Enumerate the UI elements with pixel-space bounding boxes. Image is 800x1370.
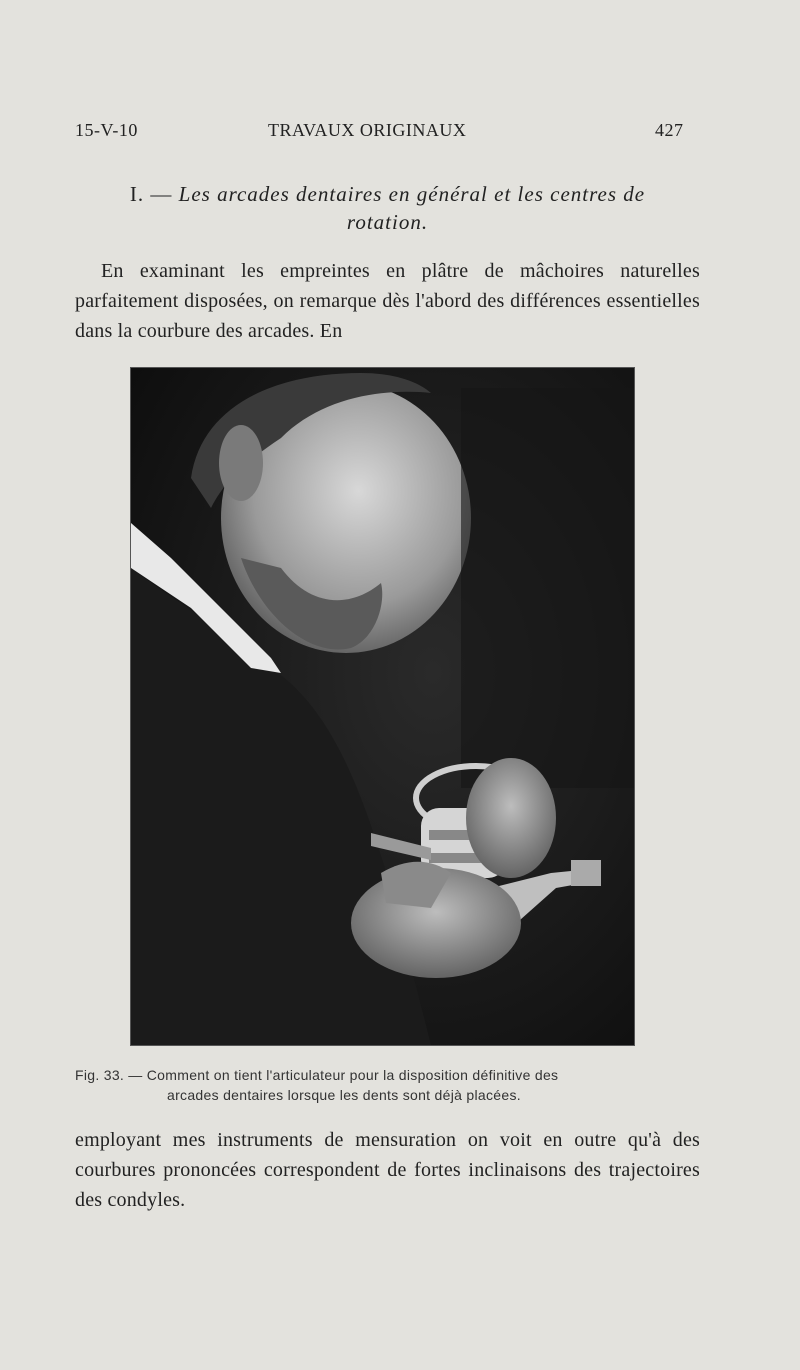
body-paragraph-2: employant mes instruments de mensuration on voit en outre qu'à des courbures prononcées correspondent de fortes inclinaisons des trajectoires des condyles. xyxy=(75,1129,700,1211)
section-title-line2: rotation. xyxy=(346,210,429,234)
section-number: I. — xyxy=(129,182,173,206)
running-header-date: 15-V-10 xyxy=(75,120,138,140)
body-paragraph-1: En examinant les empreintes en plâtre de mâchoires naturelles parfaitement disposées, on remarque dès l'abord des différences essentielles dans la courbure des arcades. En xyxy=(75,260,700,342)
caption-line-1: Fig. 33. — Comment on tient l'articulateur pour la disposition définitive des xyxy=(75,1067,559,1083)
section-heading xyxy=(75,180,700,236)
page-number: 427 xyxy=(655,120,684,140)
running-header-title: TRAVAUX ORIGINAUX xyxy=(268,120,467,140)
photograph-icon xyxy=(131,368,634,1045)
figure-photograph xyxy=(131,368,634,1045)
caption-line-2: arcades dentaires lorsque les dents sont déjà placées. xyxy=(167,1087,521,1103)
section-title-line1: Les arcades dentaires en général et les centres de xyxy=(178,182,646,206)
figure-caption xyxy=(75,1065,700,1105)
